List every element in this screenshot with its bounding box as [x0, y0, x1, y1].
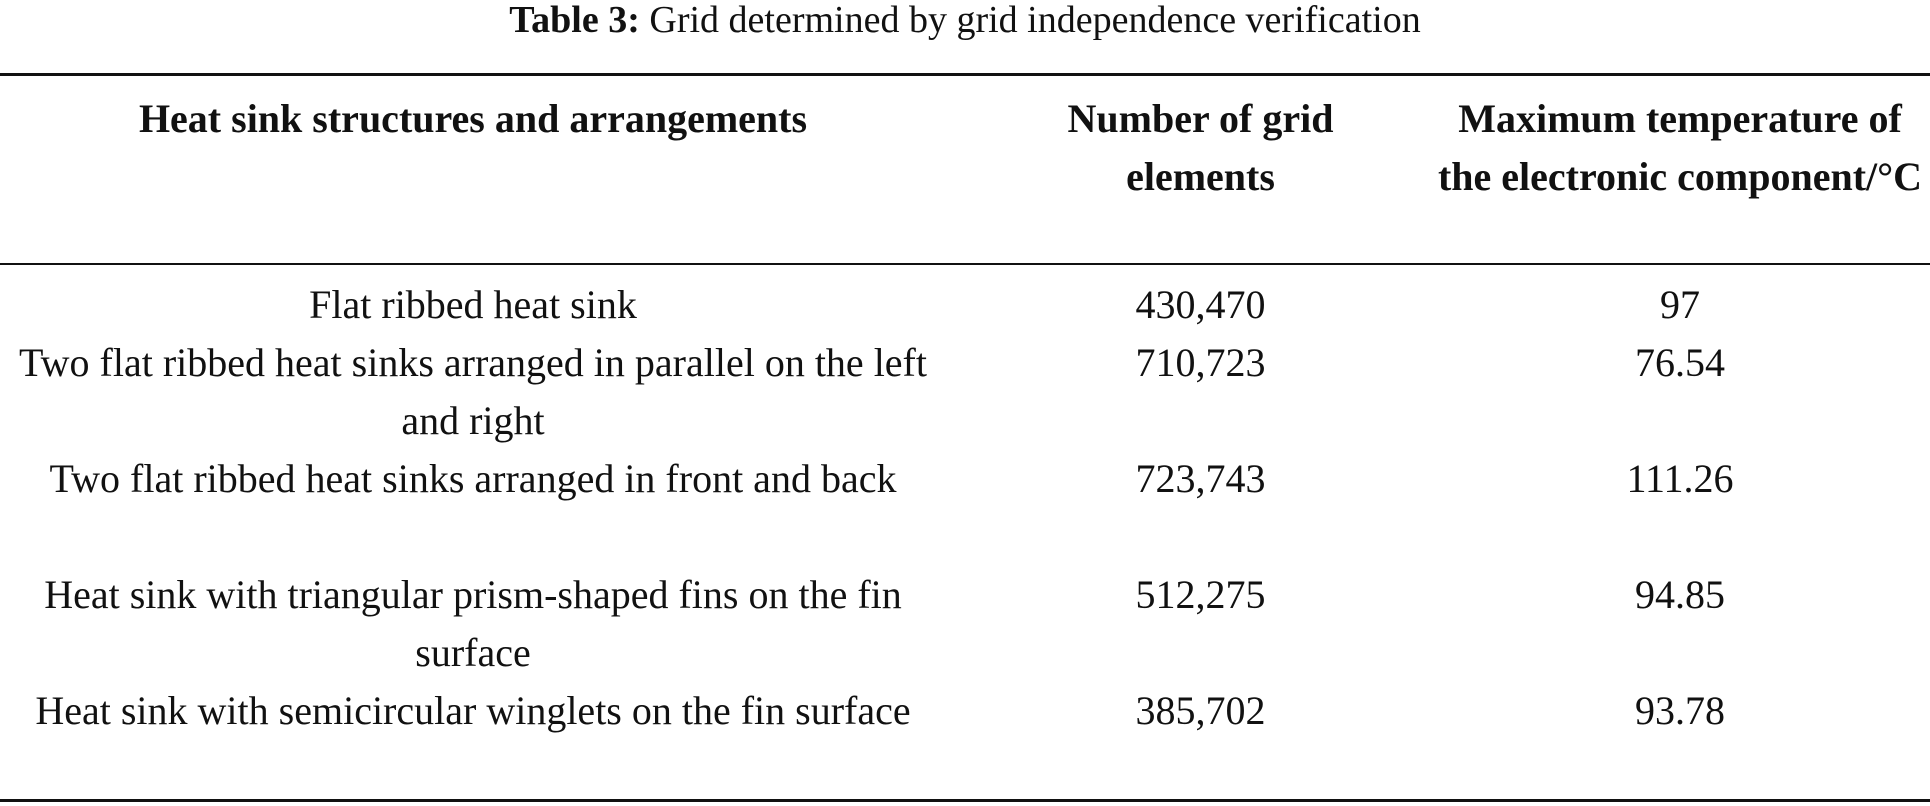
header-structures: Heat sink structures and arrangements — [138, 96, 808, 141]
cell-structure: Two flat ribbed heat sinks arranged in front and back — [49, 456, 897, 501]
header-max-temperature: Maximum temperature of the electronic component/°C — [1437, 96, 1923, 199]
cell-max-temp: 111.26 — [1626, 456, 1734, 501]
table-caption — [0, 0, 1930, 40]
cell-max-temp: 93.78 — [1635, 688, 1725, 733]
cell-max-temp: 97 — [1660, 282, 1700, 327]
table-header-rule — [0, 263, 1930, 265]
header-grid-elements: Number of grid elements — [1067, 96, 1334, 199]
cell-structure: Heat sink with triangular prism-shaped fins on the fin surface — [44, 572, 902, 675]
cell-structure: Two flat ribbed heat sinks arranged in parallel on the left and right — [19, 340, 927, 443]
table-caption-text: Grid determined by grid independence verification — [649, 0, 1421, 41]
cell-max-temp: 76.54 — [1635, 340, 1725, 385]
cell-structure: Flat ribbed heat sink — [309, 282, 637, 327]
table-caption-label: Table 3: — [509, 0, 640, 41]
cell-grid-elements: 385,702 — [1135, 688, 1266, 733]
cell-grid-elements: 723,743 — [1135, 456, 1266, 501]
table-bottom-rule — [0, 799, 1930, 802]
table-top-rule — [0, 73, 1930, 76]
cell-structure: Heat sink with semicircular winglets on the fin surface — [35, 688, 911, 733]
cell-grid-elements: 710,723 — [1135, 340, 1266, 385]
cell-max-temp: 94.85 — [1635, 572, 1725, 617]
cell-grid-elements: 430,470 — [1135, 282, 1266, 327]
cell-grid-elements: 512,275 — [1135, 572, 1266, 617]
